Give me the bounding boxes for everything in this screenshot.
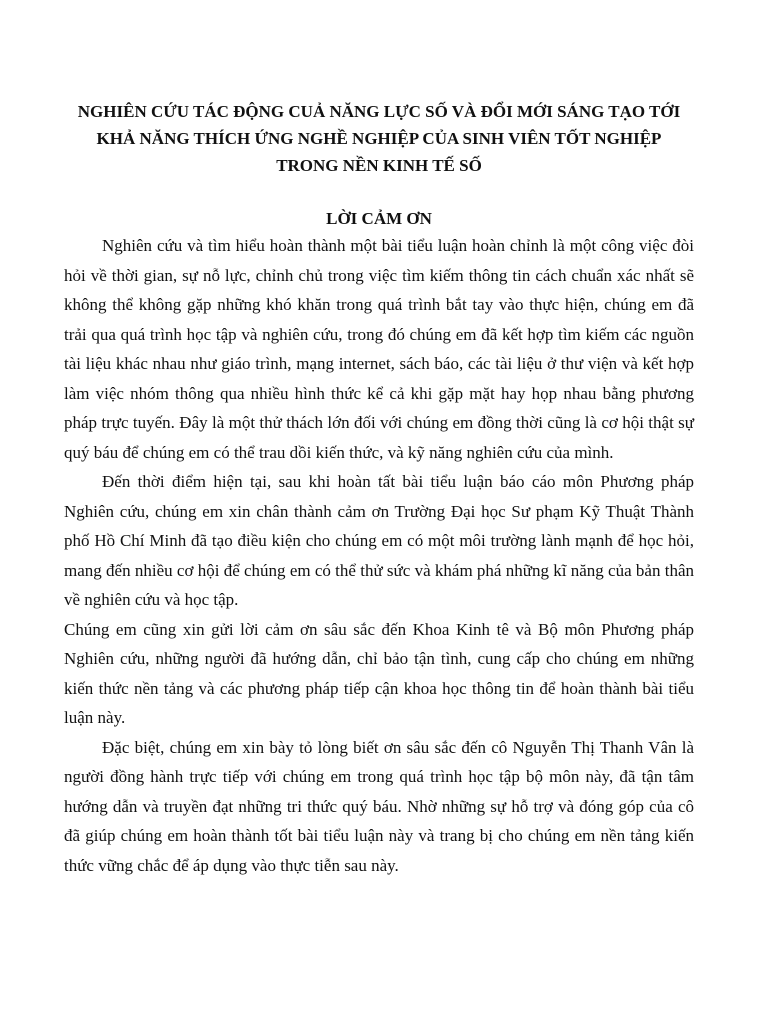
document-page <box>64 98 694 875</box>
paragraph-4: Đặc biệt, chúng em xin bày tỏ lòng biết ơn sâu sắc đến cô Nguyễn Thị Thanh Vân là người đồng hành trực tiếp với chúng em trong quá trình học tập bộ môn này, đã tận tâm hướng dẫn và truyền đạt những tri thức quý báu. Nhờ những sự hỗ trợ và đóng góp của cô đã giúp chúng em hoàn thành tốt bài tiểu luận này và trang bị cho chúng em nền tảng kiến thức vững chắc để áp dụng vào thực tiễn sau này. <box>64 737 694 875</box>
paragraph-2: Đến thời điểm hiện tại, sau khi hoàn tất bài tiểu luận báo cáo môn Phương pháp Nghiên cứu, chúng em xin chân thành cảm ơn Trường Đại học Sư phạm Kỹ Thuật Thành phố Hồ Chí Minh đã tạo điều kiện cho chúng em có một môi trường lành mạnh để học hỏi, mang đến nhiều cơ hội để chúng em có thể thử sức và khám phá những kĩ năng của bản thân về nghiên cứu và học tập. <box>64 472 694 609</box>
paragraph-1: Nghiên cứu và tìm hiểu hoàn thành một bài tiểu luận hoàn chỉnh là một công việc đòi hỏi về thời gian, sự nỗ lực, chỉnh chủ trong việc tìm kiếm thông tin cách chuẩn xác nhất sẽ không thể không gặp những khó khăn trong quá trình bắt tay vào thực hiện, chúng em đã trải qua quá trình học tập và nghiên cứu, trong đó chúng em đã kết hợp tìm kiếm các nguồn tài liệu khác nhau như giáo trình, mạng internet, sách báo, các tài liệu ở thư viện và kết hợp làm việc nhóm thông qua nhiều hình thức kể cả khi gặp mặt hay họp nhau bằng phương pháp trực tuyến. Đây là một thử thách lớn đối với chúng em đồng thời cũng là cơ hội thật sự quý báu để chúng em có thể trau dồi kiến thức, và kỹ năng nghiên cứu của mình. <box>64 236 694 462</box>
document-title: NGHIÊN CỨU TÁC ĐỘNG CUẢ NĂNG LỰC SỐ VÀ ĐỔI MỚI SÁNG TẠO TỚI KHẢ NĂNG THÍCH ỨNG NGHỀ NGHIỆP CỦA SINH VIÊN TỐT NGHIỆP TRONG NỀN KINH TẾ SỐ <box>77 102 681 175</box>
paragraph-3: Chúng em cũng xin gửi lời cảm ơn sâu sắc đến Khoa Kinh tê và Bộ môn Phương pháp Nghiên cứu, những người đã hướng dẫn, chỉ bảo tận tình, cung cấp cho chúng em những kiến thức nền tảng và các phương pháp tiếp cận khoa học thông tin để hoàn thành bài tiểu luận này. <box>64 619 694 727</box>
document-body <box>64 231 694 880</box>
section-heading: LỜI CẢM ƠN <box>326 209 432 228</box>
